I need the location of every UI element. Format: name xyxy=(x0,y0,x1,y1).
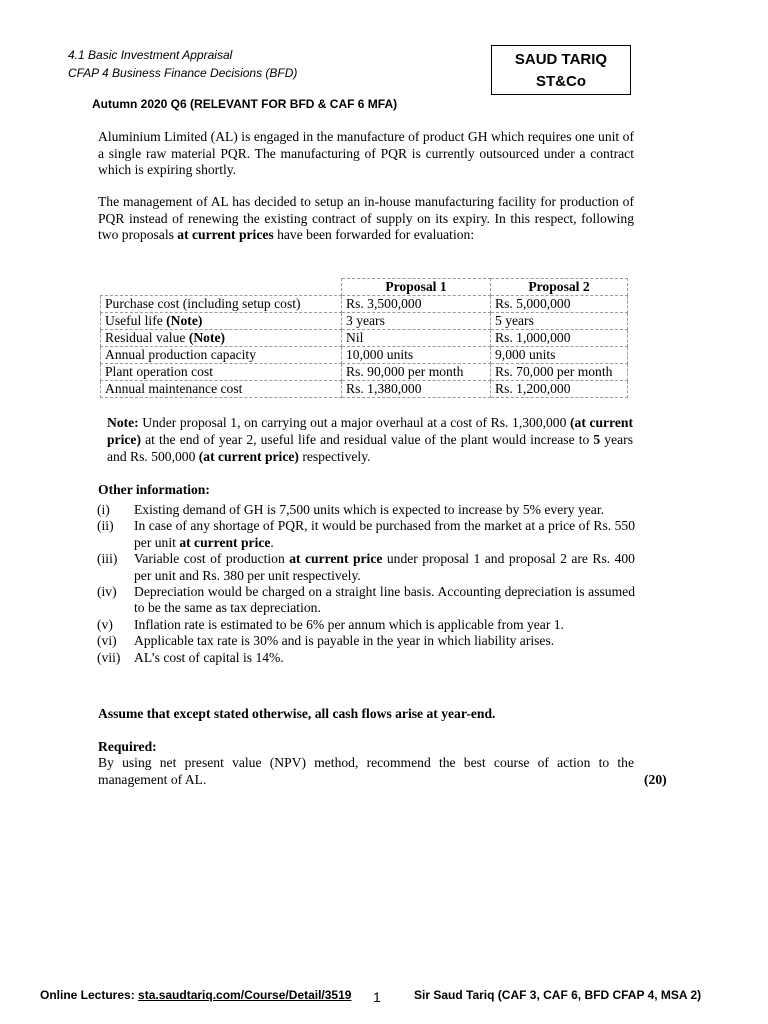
table-row xyxy=(101,330,628,347)
table-header-row xyxy=(101,279,628,296)
intro-paragraph-2: The management of AL has decided to setup an in-house manufacturing facility for production of PQR instead of renewing the existing contract of supply on its expiry. In this respect, following two proposals at current prices have been forwarded for evaluation: xyxy=(98,194,634,242)
emphasis: at current prices xyxy=(177,227,274,242)
header-course: CFAP 4 Business Finance Decisions (BFD) xyxy=(68,66,298,80)
marks-badge: (20) xyxy=(644,772,667,787)
table-corner xyxy=(101,279,342,296)
footer-author: Sir Saud Tariq (CAF 3, CAF 6, BFD CFAP 4, MSA 2) xyxy=(414,988,702,1002)
row-label: Purchase cost (including setup cost) xyxy=(101,296,342,313)
intro-paragraph-1: Aluminium Limited (AL) is engaged in the manufacture of product GH which requires one unit of a single raw material PQR. The manufacturing of PQR is currently outsourced under a contract which is expiring shortly. xyxy=(98,129,634,177)
other-information-list xyxy=(97,502,635,666)
table-row xyxy=(101,347,628,364)
table-row xyxy=(101,296,628,313)
cell-proposal-2: 9,000 units xyxy=(491,347,628,364)
header-topic: 4.1 Basic Investment Appraisal xyxy=(68,48,233,62)
row-label: Useful life (Note) xyxy=(101,313,342,330)
row-label: Residual value (Note) xyxy=(101,330,342,347)
required-heading: Required: xyxy=(98,739,157,754)
cell-proposal-2: Rs. 5,000,000 xyxy=(491,296,628,313)
list-item: (iii) Variable cost of production at current price under proposal 1 and proposal 2 are Rs. 400 per unit and Rs. 380 per unit respectively. xyxy=(97,551,635,583)
proposals-table xyxy=(100,278,628,398)
page-number: 1 xyxy=(373,989,381,1005)
cell-proposal-1: 10,000 units xyxy=(342,347,491,364)
cell-proposal-1: Nil xyxy=(342,330,491,347)
cell-proposal-2: Rs. 1,200,000 xyxy=(491,381,628,398)
table-row xyxy=(101,364,628,381)
other-information-heading: Other information: xyxy=(98,482,210,497)
logo-name: SAUD TARIQ xyxy=(514,51,608,68)
list-item: (ii) In case of any shortage of PQR, it would be purchased from the market at a price of Rs. 550 per unit at current price. xyxy=(97,518,635,550)
list-item: (iv) Depreciation would be charged on a straight line basis. Accounting depreciation is assumed to be the same as tax depreciation. xyxy=(97,584,635,616)
cell-proposal-1: Rs. 3,500,000 xyxy=(342,296,491,313)
cell-proposal-2: Rs. 70,000 per month xyxy=(491,364,628,381)
list-item: (vi) Applicable tax rate is 30% and is payable in the year in which liability arises. xyxy=(97,633,555,649)
cell-proposal-1: Rs. 1,380,000 xyxy=(342,381,491,398)
cell-proposal-2: 5 years xyxy=(491,313,628,330)
footer-online-lectures: Online Lectures: sta.saudtariq.com/Course/Detail/3519 xyxy=(40,988,352,1002)
table-row xyxy=(101,313,628,330)
table-row xyxy=(101,381,628,398)
note-label: Note: xyxy=(107,415,139,430)
cell-proposal-2: Rs. 1,000,000 xyxy=(491,330,628,347)
row-label: Annual production capacity xyxy=(101,347,342,364)
column-header-proposal-2: Proposal 2 xyxy=(491,279,628,296)
cell-proposal-1: 3 years xyxy=(342,313,491,330)
required-text: By using net present value (NPV) method, recommend the best course of action to the management of AL. xyxy=(98,755,634,787)
question-title: Autumn 2020 Q6 (RELEVANT FOR BFD & CAF 6 MFA) xyxy=(92,97,398,111)
list-item: (vii) AL’s cost of capital is 14%. xyxy=(97,649,284,665)
row-label: Plant operation cost xyxy=(101,364,342,381)
column-header-proposal-1: Proposal 1 xyxy=(342,279,491,296)
cell-proposal-1: Rs. 90,000 per month xyxy=(342,364,491,381)
document-header xyxy=(68,46,297,82)
assumption-statement: Assume that except stated otherwise, all cash flows arise at year-end. xyxy=(98,706,496,721)
list-item: (v) Inflation rate is estimated to be 6% per annum which is applicable from year 1. xyxy=(97,616,564,632)
table-note: Note: Under proposal 1, on carrying out a major overhaul at a cost of Rs. 1,300,000 (at current price) at the end of year 2, useful life and residual value of the plant would increase to 5 years and Rs. 500,000 (at current price) respectively. xyxy=(107,415,633,464)
brand-logo xyxy=(491,45,631,95)
row-label: Annual maintenance cost xyxy=(101,381,342,398)
lectures-link[interactable]: sta.saudtariq.com/Course/Detail/3519 xyxy=(138,988,352,1002)
logo-firm: ST&Co xyxy=(536,73,586,90)
list-item: (i) Existing demand of GH is 7,500 units which is expected to increase by 5% every year. xyxy=(97,502,604,517)
